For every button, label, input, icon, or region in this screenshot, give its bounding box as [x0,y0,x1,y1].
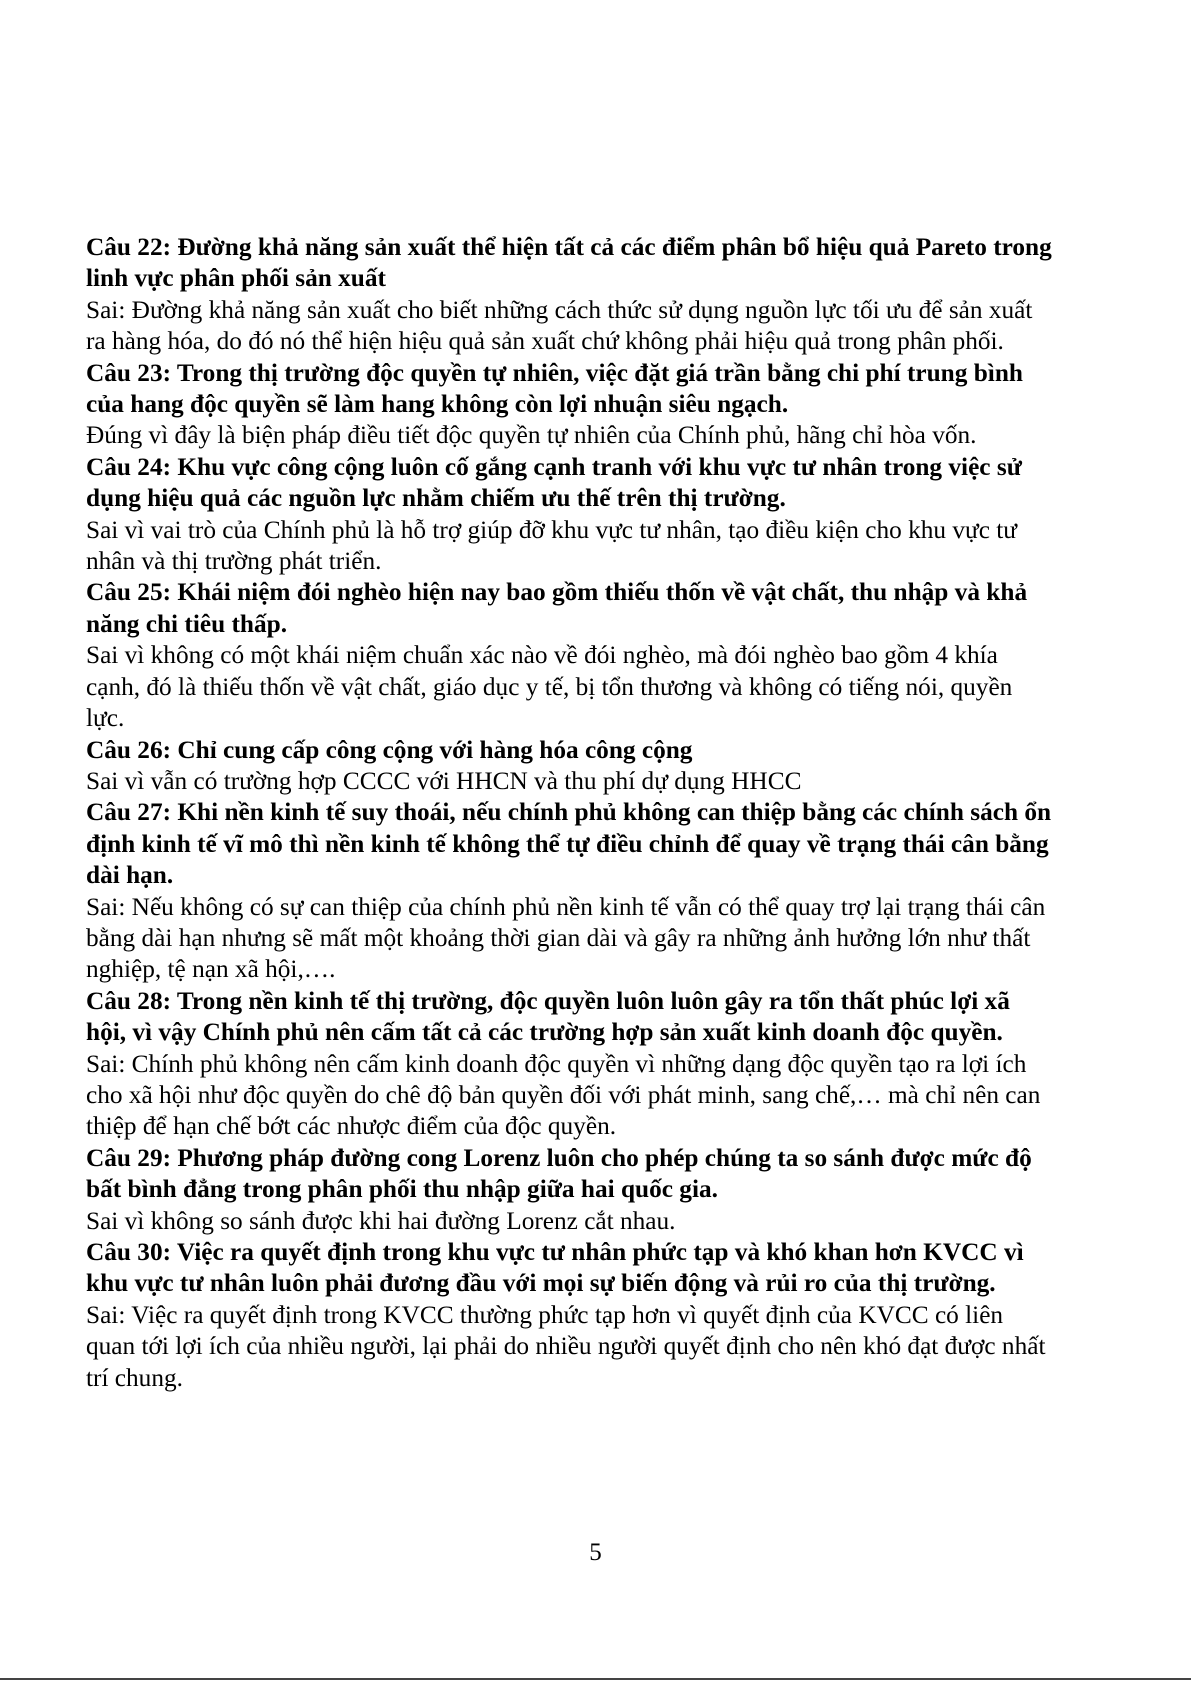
question-answer: Sai vì vai trò của Chính phủ là hỗ trợ giúp đỡ khu vực tư nhân, tạo điều kiện cho khu vực tư nhân và thị trường phát triển. [86,515,1017,576]
question-answer: Sai vì không có một khái niệm chuẩn xác nào về đói nghèo, mà đói nghèo bao gồm 4 khía cạnh, đó là thiếu thốn về vật chất, giáo dục y tế, bị tổn thương và không có tiếng nói, quyền lực. [86,641,1013,733]
question-25 [86,577,1056,734]
question-title: Câu 29: Phương pháp đường cong Lorenz luôn cho phép chúng ta so sánh được mức độ bất bình đẳng trong phân phối thu nhập giữa hai quốc gia. [86,1143,1032,1204]
question-title: Câu 25: Khái niệm đói nghèo hiện nay bao gồm thiếu thốn về vật chất, thu nhập và khả năng chi tiêu thấp. [86,578,1028,638]
question-23 [86,358,1056,452]
question-title: Câu 26: Chỉ cung cấp công cộng với hàng hóa công cộng [86,735,693,764]
question-title: Câu 27: Khi nền kinh tế suy thoái, nếu chính phủ không can thiệp bằng các chính sách ổn định kinh tế vĩ mô thì nền kinh tế không thể tự điều chỉnh để quay về trạng thái cân bằng dài hạn. [86,798,1052,890]
question-answer: Sai: Việc ra quyết định trong KVCC thường phức tạp hơn vì quyết định của KVCC có liên quan tới lợi ích của nhiều người, lại phải do nhiều người quyết định cho nên khó đạt được nhất trí chung. [86,1300,1046,1392]
question-answer: Sai vì không so sánh được khi hai đường Lorenz cắt nhau. [86,1206,676,1235]
question-28 [86,986,1056,1143]
question-22 [86,232,1056,358]
question-answer: Sai: Nếu không có sự can thiệp của chính phủ nền kinh tế vẫn có thể quay trợ lại trạng thái cân bằng dài hạn nhưng sẽ mất một khoảng thời gian dài và gây ra những ảnh hưởng lớn như thất nghiệp, tệ nạn xã hội,…. [86,892,1046,984]
question-title: Câu 30: Việc ra quyết định trong khu vực tư nhân phức tạp và khó khan hơn KVCC vì khu vực tư nhân luôn phải đương đầu với mọi sự biến động và rủi ro của thị trường. [86,1238,1024,1298]
question-title: Câu 23: Trong thị trường độc quyền tự nhiên, việc đặt giá trần bằng chi phí trung bình của hang độc quyền sẽ làm hang không còn lợi nhuận siêu ngạch. [86,358,1023,419]
question-answer: Sai: Chính phủ không nên cấm kinh doanh độc quyền vì những dạng độc quyền tạo ra lợi ích cho xã hội như độc quyền do chê độ bản quyền đối với phát minh, sang chế,… mà chỉ nên can thiệp để hạn chế bớt các nhược điểm của độc quyền. [86,1049,1041,1141]
question-title: Câu 22: Đường khả năng sản xuất thể hiện tất cả các điểm phân bổ hiệu quả Pareto trong linh vực phân phối sản xuất [86,233,1052,293]
page-number: 5 [589,1539,602,1566]
question-title: Câu 24: Khu vực công cộng luôn cố gắng cạnh tranh với khu vực tư nhân trong việc sử dụng hiệu quả các nguồn lực nhằm chiếm ưu thế trên thị trường. [86,452,1022,513]
question-answer: Đúng vì đây là biện pháp điều tiết độc quyền tự nhiên của Chính phủ, hãng chỉ hòa vốn. [86,421,977,450]
question-27 [86,797,1056,985]
question-29 [86,1143,1056,1237]
question-26 [86,735,1056,798]
question-30 [86,1237,1056,1394]
question-answer: Sai: Đường khả năng sản xuất cho biết những cách thức sử dụng nguồn lực tối ưu để sản xuất ra hàng hóa, do đó nó thể hiện hiệu quả sản xuất chứ không phải hiệu quả trong phân phối. [86,295,1033,356]
page-content [86,232,1056,1394]
page-bottom-divider [0,1678,1191,1680]
question-answer: Sai vì vẫn có trường hợp CCCC với HHCN và thu phí dự dụng HHCC [86,766,802,795]
question-24 [86,452,1056,578]
question-title: Câu 28: Trong nền kinh tế thị trường, độc quyền luôn luôn gây ra tổn thất phúc lợi xã hội, vì vậy Chính phủ nên cấm tất cả các trường hợp sản xuất kinh doanh độc quyền. [86,986,1010,1047]
